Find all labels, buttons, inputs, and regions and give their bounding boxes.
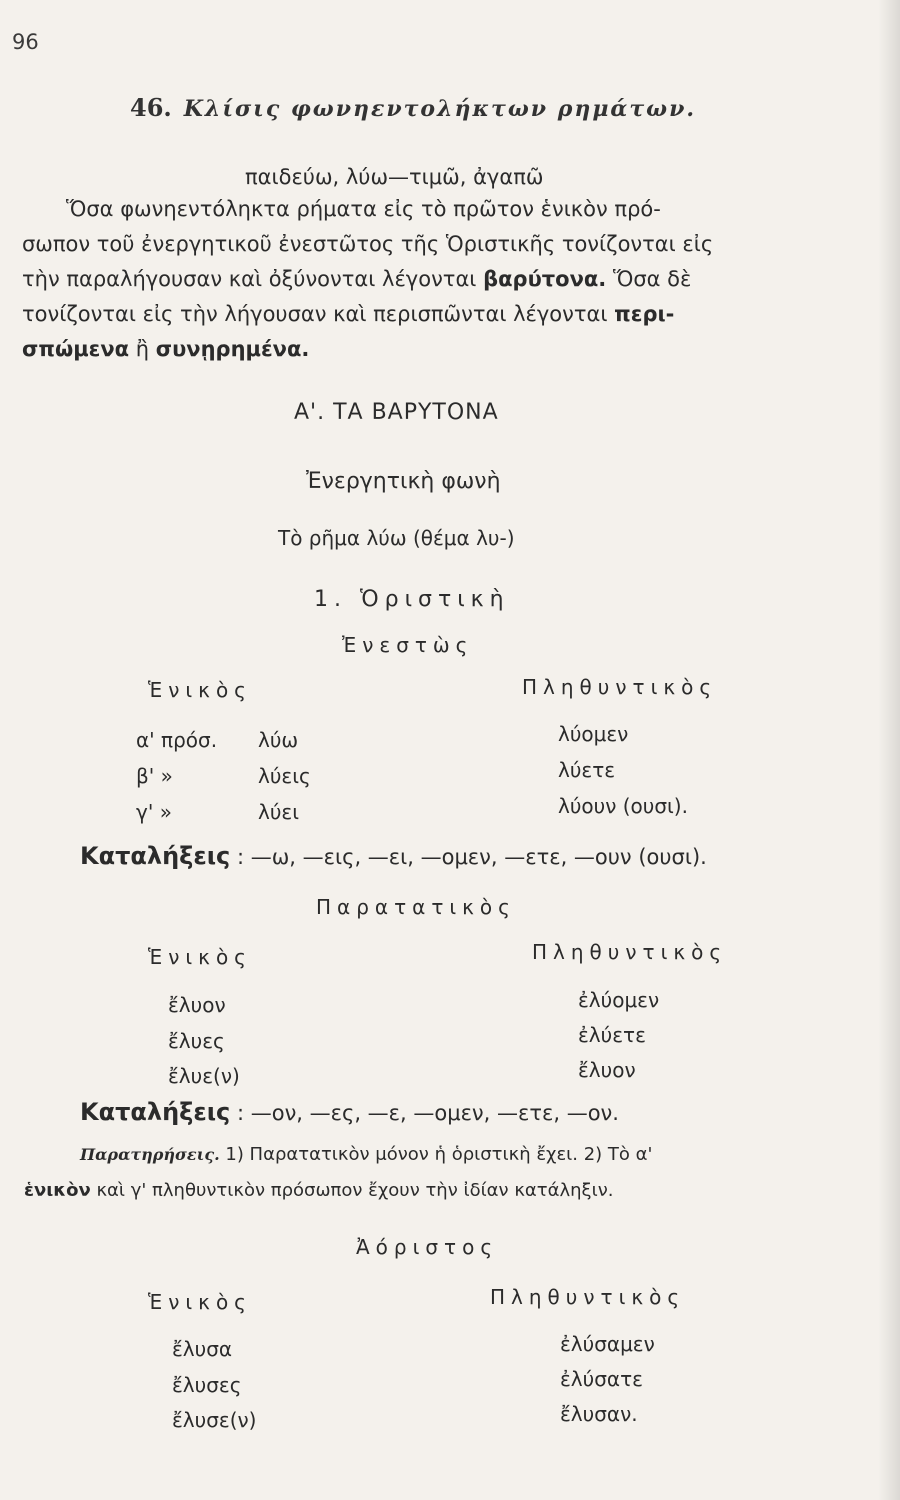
column-plural: Πληθυντικὸς bbox=[490, 1285, 686, 1309]
endings-label: Καταλήξεις bbox=[80, 842, 231, 870]
column-plural: Πληθυντικὸς bbox=[532, 940, 728, 964]
intro-line-5 bbox=[22, 332, 857, 367]
note-line-2 bbox=[24, 1180, 613, 1201]
intro-line-4 bbox=[22, 297, 857, 332]
page-number: 96 bbox=[12, 30, 39, 54]
imperfect-endings bbox=[80, 1098, 619, 1126]
intro-line-3 bbox=[22, 262, 857, 297]
note-label: Παρατηρήσεις. bbox=[80, 1145, 220, 1164]
imperfect-plural-form: ἐλύομεν bbox=[578, 988, 660, 1012]
aorist-singular-form: ἔλυσα bbox=[172, 1337, 233, 1361]
present-plural-form: λύουν (ουσι). bbox=[558, 794, 688, 818]
voice-title: Ἐνεργητικὴ φωνὴ bbox=[306, 469, 501, 494]
present-singular-form: λύει bbox=[258, 800, 299, 824]
term-perispomena-end: σπώμενα bbox=[22, 337, 130, 361]
intro-text: Ὅσα δὲ bbox=[606, 267, 692, 291]
intro-text: τονίζονται εἰς τὴν λήγουσαν καὶ περισπῶνται λέγονται bbox=[22, 302, 615, 326]
column-singular: Ἑνικὸς bbox=[148, 1290, 252, 1314]
section-title: Κλίσις φωνηεντολήκτων ρημάτων. bbox=[183, 96, 697, 122]
verb-line: Τὸ ρῆμα λύω (θέμα λυ-) bbox=[278, 526, 515, 550]
present-singular-form: λύεις bbox=[258, 764, 311, 788]
column-singular: Ἑνικὸς bbox=[148, 678, 252, 702]
aorist-plural-form: ἐλύσαμεν bbox=[560, 1332, 655, 1356]
imperfect-singular-form: ἔλυες bbox=[168, 1029, 225, 1053]
note-bold-word: ἑνικὸν bbox=[24, 1180, 91, 1201]
term-synerimena: συνῃρημένα. bbox=[155, 337, 310, 361]
imperfect-plural-form: ἔλυον bbox=[578, 1058, 636, 1082]
note-line-1 bbox=[80, 1144, 652, 1165]
intro-line-1: Ὅσα φωνηεντόληκτα ρήματα εἰς τὸ πρῶτον ἑνικὸν πρό- bbox=[66, 197, 661, 221]
tense-title-present: Ἐνεστὼς bbox=[342, 633, 474, 657]
endings-list: : —ω, —εις, —ει, —ομεν, —ετε, —ουν (ουσι). bbox=[236, 845, 707, 869]
term-barytona: βαρύτονα. bbox=[483, 267, 607, 291]
present-plural-form: λύετε bbox=[558, 758, 616, 782]
section-heading bbox=[130, 93, 696, 122]
section-number: 46. bbox=[130, 93, 172, 122]
present-singular-form: λύω bbox=[258, 728, 299, 752]
example-verbs: παιδεύω, λύω—τιμῶ, ἀγαπῶ bbox=[245, 165, 544, 189]
present-singular-person: β' » bbox=[136, 764, 173, 788]
note-text: 1) Παρατατικὸν μόνον ἡ ὁριστικὴ ἔχει. 2) Τὸ α' bbox=[219, 1144, 653, 1165]
present-singular-person: α' πρόσ. bbox=[136, 728, 218, 752]
page-edge-shadow bbox=[878, 0, 900, 1500]
intro-text: ἢ bbox=[129, 337, 156, 361]
note-text: καὶ γ' πληθυντικὸν πρόσωπον ἔχουν τὴν ἰδίαν κατάληξιν. bbox=[90, 1180, 614, 1201]
imperfect-singular-form: ἔλυε(ν) bbox=[168, 1064, 240, 1088]
term-perispomena: περι- bbox=[614, 302, 675, 326]
aorist-plural-form: ἐλύσατε bbox=[560, 1367, 643, 1391]
present-plural-form: λύομεν bbox=[558, 722, 629, 746]
present-endings bbox=[80, 842, 707, 870]
intro-line-2: σωπον τοῦ ἐνεργητικοῦ ἐνεστῶτος τῆς Ὁριστικῆς τονίζονται εἰς bbox=[22, 232, 714, 256]
imperfect-singular-form: ἔλυον bbox=[168, 993, 226, 1017]
present-singular-person: γ' » bbox=[136, 800, 172, 824]
imperfect-plural-form: ἐλύετε bbox=[578, 1023, 646, 1047]
column-plural: Πληθυντικὸς bbox=[522, 675, 718, 699]
subsection-title: Α'. ΤΑ ΒΑΡΥΤΟΝΑ bbox=[294, 400, 499, 425]
aorist-plural-form: ἔλυσαν. bbox=[560, 1402, 638, 1426]
aorist-singular-form: ἔλυσες bbox=[172, 1373, 242, 1397]
intro-text: τὴν παραλήγουσαν καὶ ὀξύνονται λέγονται bbox=[22, 267, 484, 291]
mood-title: 1. Ὁριστικὴ bbox=[314, 587, 510, 612]
endings-list: : —ον, —ες, —ε, —ομεν, —ετε, —ον. bbox=[236, 1101, 619, 1125]
tense-title-imperfect: Παρατατικὸς bbox=[316, 895, 516, 919]
column-singular: Ἑνικὸς bbox=[148, 945, 252, 969]
intro-paragraph bbox=[22, 192, 857, 367]
endings-label: Καταλήξεις bbox=[80, 1098, 231, 1126]
aorist-singular-form: ἔλυσε(ν) bbox=[172, 1408, 257, 1432]
tense-title-aorist: Ἀόριστος bbox=[356, 1235, 499, 1259]
